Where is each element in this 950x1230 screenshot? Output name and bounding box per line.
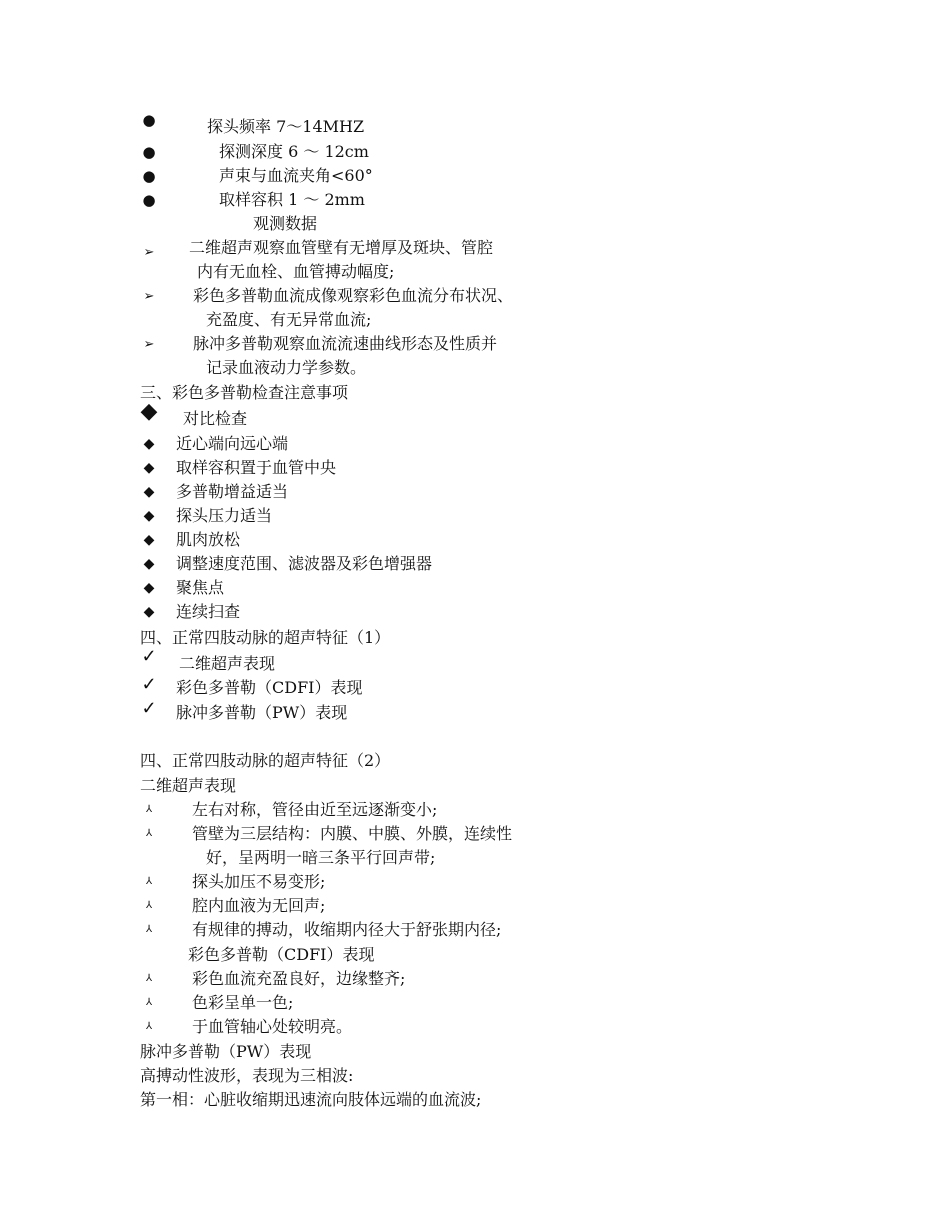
text-line: 于血管轴心处较明亮。	[192, 1017, 353, 1036]
section-heading: 三、彩色多普勒检查注意事项	[140, 383, 349, 402]
text-line: 探头加压不易变形;	[192, 872, 326, 891]
check-bullet-icon: ✓	[141, 698, 157, 719]
text-line: 调整速度范围、滤波器及彩色增强器	[176, 554, 433, 573]
diamond-bullet-icon: ◆	[143, 604, 155, 620]
arrow-bullet-icon: ➢	[143, 337, 155, 352]
text-line: 高搏动性波形，表现为三相波:	[140, 1066, 354, 1085]
text-line: 对比检查	[183, 409, 248, 428]
section-heading: 四、正常四肢动脉的超声特征（2）	[140, 751, 391, 770]
check-bullet-icon: ✓	[141, 674, 157, 695]
diamond-bullet-icon: ◆	[143, 436, 155, 452]
text-line: 脉冲多普勒（PW）表现	[176, 703, 348, 722]
text-line: 有规律的搏动，收缩期内径大于舒张期内径;	[192, 920, 502, 939]
circle-bullet-icon: ●	[142, 143, 156, 161]
text-line: 充盈度、有无异常血流;	[206, 310, 372, 329]
text-line: 内有无血栓、血管搏动幅度;	[197, 262, 395, 281]
triangle-bullet-icon: ⅄	[145, 876, 153, 887]
triangle-bullet-icon: ⅄	[145, 997, 153, 1008]
check-bullet-icon: ✓	[141, 646, 157, 667]
diamond-bullet-icon: ◆	[143, 508, 155, 524]
text-line: 彩色多普勒血流成像观察彩色血流分布状况、	[193, 286, 514, 305]
text-line: 色彩呈单一色;	[192, 993, 294, 1012]
text-line: 左右对称，管径由近至远逐渐变小;	[192, 800, 438, 819]
section-subtitle: 彩色多普勒（CDFI）表现	[188, 945, 375, 964]
text-line: 探测深度 6 ～ 12cm	[219, 142, 369, 161]
text-line: 腔内血液为无回声;	[192, 896, 326, 915]
circle-bullet-icon: ●	[142, 111, 156, 129]
diamond-bullet-icon: ◆	[143, 484, 155, 500]
text-line: 脉冲多普勒观察血流流速曲线形态及性质并	[193, 334, 498, 353]
circle-bullet-icon: ●	[142, 191, 156, 209]
text-line: 聚焦点	[176, 578, 225, 597]
text-line: 管壁为三层结构：内膜、中膜、外膜，连续性	[192, 824, 513, 843]
text-line: 第一相：心脏收缩期迅速流向肢体远端的血流波;	[140, 1090, 482, 1109]
text-line: 声束与血流夹角<60°	[219, 166, 373, 185]
diamond-bullet-icon: ◆	[143, 556, 155, 572]
section-subtitle: 脉冲多普勒（PW）表现	[140, 1042, 312, 1061]
section-subtitle: 观测数据	[253, 214, 318, 233]
text-line: 取样容积 1 ～ 2mm	[219, 190, 365, 209]
arrow-bullet-icon: ➢	[143, 289, 155, 304]
text-line: 探头频率 7～14MHZ	[207, 117, 365, 136]
text-line: 记录血液动力学参数。	[206, 358, 367, 377]
diamond-bullet-icon: ◆	[143, 532, 155, 548]
text-line: 好，呈两明一暗三条平行回声带;	[206, 848, 436, 867]
triangle-bullet-icon: ⅄	[145, 828, 153, 839]
section-heading: 四、正常四肢动脉的超声特征（1）	[140, 628, 391, 647]
text-line: 探头压力适当	[176, 506, 273, 525]
text-line: 二维超声观察血管壁有无增厚及斑块、管腔	[189, 238, 494, 257]
triangle-bullet-icon: ⅄	[145, 804, 153, 815]
triangle-bullet-icon: ⅄	[145, 973, 153, 984]
diamond-bullet-icon: ◆	[143, 580, 155, 596]
triangle-bullet-icon: ⅄	[145, 1021, 153, 1032]
triangle-bullet-icon: ⅄	[145, 924, 153, 935]
text-line: 二维超声表现	[179, 654, 276, 673]
text-line: 彩色血流充盈良好，边缘整齐;	[192, 969, 406, 988]
section-subtitle: 二维超声表现	[140, 776, 237, 795]
text-line: 肌肉放松	[176, 530, 241, 549]
text-line: 彩色多普勒（CDFI）表现	[176, 678, 363, 697]
text-line: 多普勒增益适当	[176, 482, 289, 501]
diamond-bullet-icon: ◆	[143, 460, 155, 476]
arrow-bullet-icon: ➢	[143, 245, 155, 260]
triangle-bullet-icon: ⅄	[145, 900, 153, 911]
text-line: 取样容积置于血管中央	[176, 458, 337, 477]
diamond-bullet-icon: ◆	[140, 399, 158, 424]
circle-bullet-icon: ●	[142, 167, 156, 185]
text-line: 连续扫查	[176, 602, 241, 621]
text-line: 近心端向远心端	[176, 434, 289, 453]
